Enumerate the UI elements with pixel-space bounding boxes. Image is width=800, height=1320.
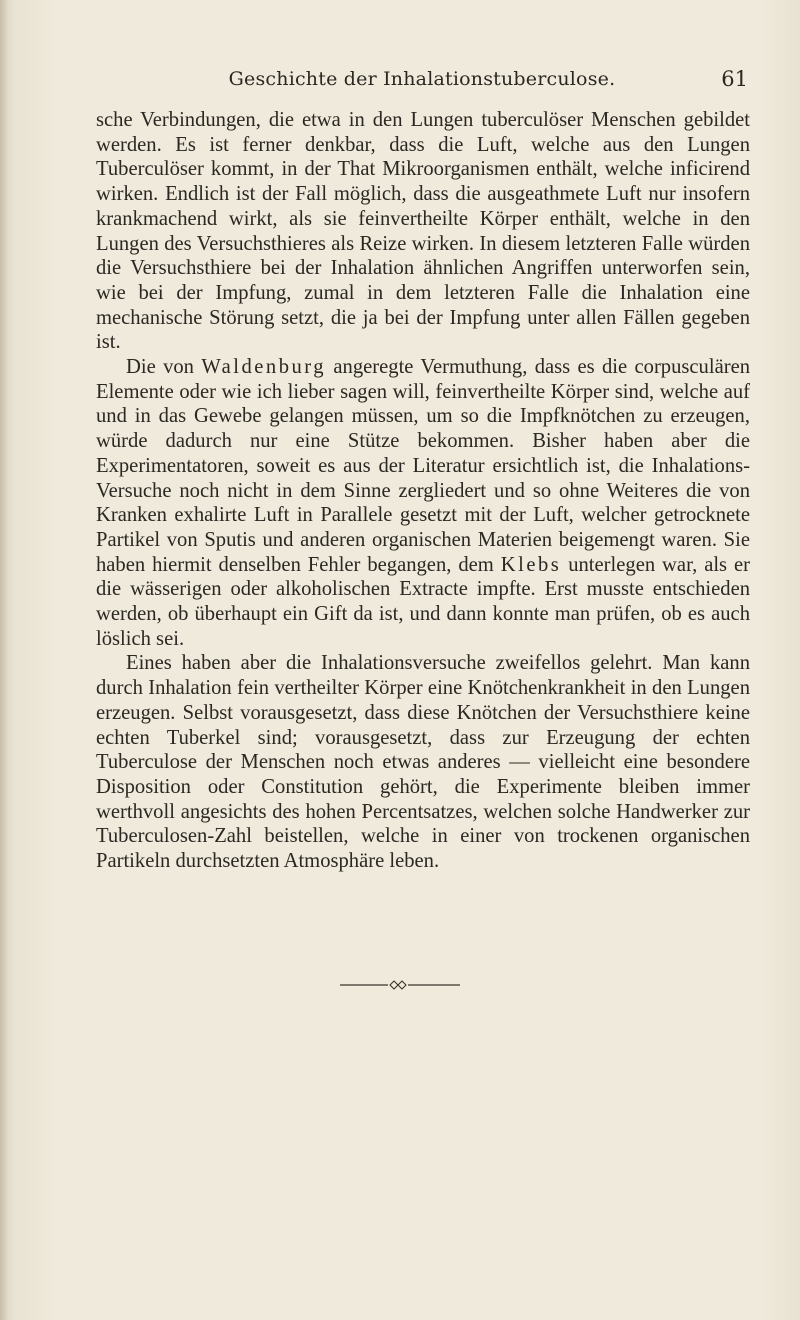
author-name-klebs: Klebs — [500, 553, 562, 576]
running-head — [96, 64, 748, 94]
paragraph-text: unterlegen war, als er die wässerigen oder alkoholischen Extracte impfte. Erst musste entschieden werden, ob überhaupt ein Gift da ist, und dann konnte man prüfen, ob es auch löslich sei. — [96, 553, 750, 650]
author-name-waldenburg: Waldenburg — [201, 356, 327, 379]
body-text — [96, 108, 750, 874]
running-title: Geschichte der Inhalationstuberculose. — [228, 68, 616, 90]
page-number: 61 — [721, 67, 748, 91]
section-end-ornament — [340, 978, 460, 992]
paragraph-text: Die von — [126, 356, 202, 379]
paragraph-1 — [96, 108, 750, 355]
paragraph-text: angeregte Vermuthung, dass es die corpusculären Elemente oder wie ich lieber sagen will, feinvertheilte Körper sind, welche auf und in das Gewebe gelangen müssen, um so die Impfknötchen zu erzeugen, würde dadurch nur eine Stütze bekommen. Bisher haben aber die Experimentatoren, soweit es aus der Literatur ersichtlich ist, die Inhalations-Versuche noch nicht in dem Sinne zergliedert und so ohne Weiteres die von Kranken exhalirte Luft in Parallele gesetzt mit der Luft, welcher getrocknete Partikel von Sputis und anderen organischen Materien beigemengt waren. Sie haben hiermit denselben Fehler begangen, dem — [96, 356, 751, 576]
paragraph-text: Eines haben aber die Inhalationsversuche zweifellos gelehrt. Man kann durch Inhalation fein vertheilter Körper eine Knötchenkrankheit in den Lungen erzeugen. Selbst vorausgesetzt, dass diese Knötchen der Versuchsthiere keine echten Tuberkel sind; vorausgesetzt, dass zur Erzeugung der echten Tuberculose der Menschen noch etwas anderes — vielleicht eine besondere Disposition oder Constitution gehört, die Experimente bleiben immer werthvoll angesichts des hohen Percentsatzes, welchen solche Handwerker zur Tuberculosen-Zahl beistellen, welche in einer von trockenen organischen Partikeln durchsetzten Atmosphäre leben. — [96, 652, 750, 873]
paragraph-3 — [96, 651, 750, 873]
paragraph-text: sche Verbindungen, die etwa in den Lungen tuberculöser Menschen gebildet werden. Es ist ferner denkbar, dass die Luft, welche aus den Lungen Tuberculöser kommt, in der That Mikroorganismen enthält, welche inficirend wirken. Endlich ist der Fall möglich, dass die ausgeathmete Luft nur insofern krankmachend wirkt, als sie feinvertheilte Körper enthält, welche in den Lungen des Versuchsthieres als Reize wirken. In diesem letzteren Falle würden die Versuchsthiere bei der Inhalation ähnlichen Angriffen unterworfen sein, wie bei der Impfung, zumal in dem letzteren Falle die Inhalation eine mechanische Störung setzt, die ja bei der Impfung unter allen Fällen gegeben ist. — [96, 109, 750, 354]
paragraph-2 — [96, 355, 750, 651]
page-gutter-shadow — [0, 0, 8, 1320]
